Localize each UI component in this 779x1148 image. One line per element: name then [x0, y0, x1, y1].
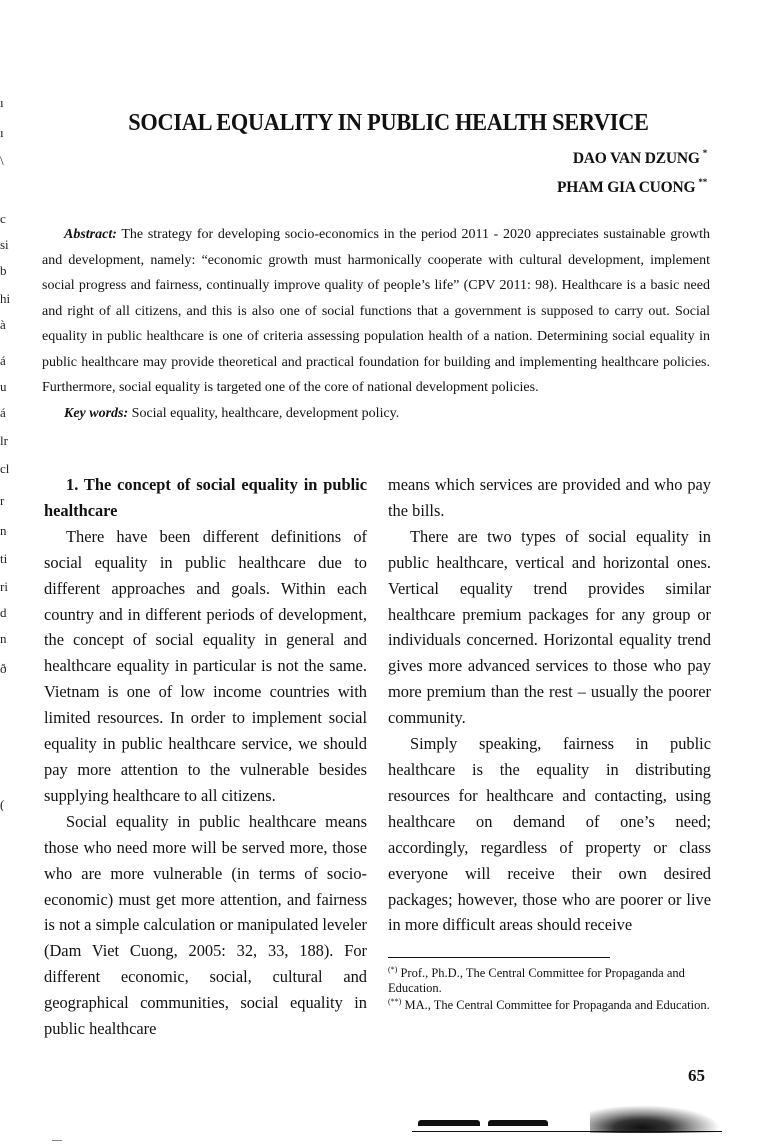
footnote-text: Prof., Ph.D., The Central Committee for Propaganda and Education.	[388, 966, 685, 995]
scan-artifact	[52, 1140, 62, 1141]
keywords-text: Social equality, healthcare, development policy.	[131, 405, 400, 421]
author-name: DAO VAN DZUNG	[572, 150, 700, 167]
bleed-glyph: r	[0, 494, 5, 507]
author-footnote-mark: **	[698, 177, 707, 187]
scan-artifact	[590, 1105, 720, 1133]
bleed-glyph: hi	[0, 292, 11, 305]
abstract	[42, 222, 710, 426]
bleed-glyph: n	[0, 632, 7, 645]
bleed-glyph: b	[0, 264, 7, 277]
footnote	[388, 995, 718, 1013]
bleed-glyph: \	[0, 154, 4, 167]
bleed-glyph: á	[0, 354, 6, 367]
column-left	[44, 472, 367, 1042]
author-2	[557, 177, 707, 197]
bleed-glyph: ti	[0, 552, 8, 565]
bleed-glyph: cl	[0, 462, 10, 475]
body-paragraph: There have been different definitions of social equality in public healthcare due to different approaches and goals. Within each country and in different periods of development, the concept of social equality in general and healthcare equality in particular is not the same. Vietnam is one of low income countries with limited resources. In order to implement social equality in public healthcare service, we should pay more attention to the vulnerable besides supplying healthcare to all citizens.	[44, 526, 367, 805]
footnote	[388, 963, 718, 995]
bleed-glyph: u	[0, 380, 7, 393]
body-paragraph-continued: means which services are provided and who pay the bills.	[388, 475, 711, 520]
column-right	[388, 472, 711, 938]
page-title: SOCIAL EQUALITY IN PUBLIC HEALTH SERVICE	[128, 110, 649, 137]
author-1	[573, 148, 707, 168]
abstract-text: The strategy for developing socio-economics in the period 2011 - 2020 appreciates sustainable growth and development, namely: “economic growth must harmonically cooperate with cultural development, implement social progress and fairness, continually improve quality of people’s life” (CPV 2011: 98). Healthcare is a basic need and right of all citizens, and this is also one of social functions that a government is supposed to carry out. Social equality in public healthcare is one of criteria assessing population health of a nation. Determining social equality in public healthcare may provide theoretical and practical foundation for building and implementing healthcare policies. Furthermore, social equality is targeted one of the core of national development policies.	[42, 227, 710, 395]
bleed-glyph: ri	[0, 580, 8, 593]
body-paragraph: There are two types of social equality in public healthcare, vertical and horizontal ones. Vertical equality trend provides similar healthcare premium packages for any group or individuals concerned. Horizontal equality trend gives more advanced services to those who pay more premium than the rest – usually the poorer community.	[388, 526, 711, 728]
bleed-glyph: lr	[0, 434, 8, 447]
bleed-glyph: ð	[0, 662, 7, 675]
keywords-label: Key words:	[64, 405, 129, 421]
abstract-paragraph	[42, 222, 710, 401]
footnote-text: MA., The Central Committee for Propaganda and Education.	[404, 998, 710, 1012]
footnote-divider	[388, 957, 610, 958]
scan-artifact	[488, 1120, 548, 1126]
scan-artifact	[412, 1131, 722, 1132]
body-paragraph: Social equality in public healthcare means those who need more will be served more, those who are more vulnerable (in terms of socio-economic) must get more attention, and fairness is not a simple calculation or manipulated leveler (Dam Viet Cuong, 2005: 32, 33, 188). For different economic, social, cultural and geographical communities, social equality in public healthcare	[44, 811, 367, 1039]
section-heading: 1. The concept of social equality in public healthcare	[44, 475, 367, 520]
author-footnote-mark: *	[702, 148, 707, 158]
footnote-mark: (**)	[388, 997, 402, 1006]
abstract-label: Abstract:	[64, 227, 117, 242]
bleed-glyph: n	[0, 524, 7, 537]
bleed-glyph: c	[0, 212, 6, 225]
bleed-glyph: (	[0, 798, 5, 811]
bleed-glyph: si	[0, 238, 9, 251]
page-number: 65	[688, 1066, 705, 1085]
bleed-glyph: ı	[0, 126, 4, 139]
bleed-glyph: ı	[0, 96, 4, 109]
scan-artifact	[418, 1120, 480, 1126]
keywords-paragraph	[42, 401, 710, 427]
footnotes	[388, 963, 718, 1013]
author-name: PHAM GIA CUONG	[556, 179, 696, 196]
bleed-glyph: d	[0, 606, 7, 619]
footnote-mark: (*)	[388, 965, 398, 974]
bleed-glyph: á	[0, 406, 6, 419]
body-paragraph: Simply speaking, fairness in public healthcare is the equality in distributing resources for healthcare and contacting, using healthcare on demand of one’s need; accordingly, regardless of property or class everyone will receive their own desired packages; however, those who are poorer or live in more difficult areas should receive	[388, 734, 711, 935]
bleed-glyph: à	[0, 318, 6, 331]
